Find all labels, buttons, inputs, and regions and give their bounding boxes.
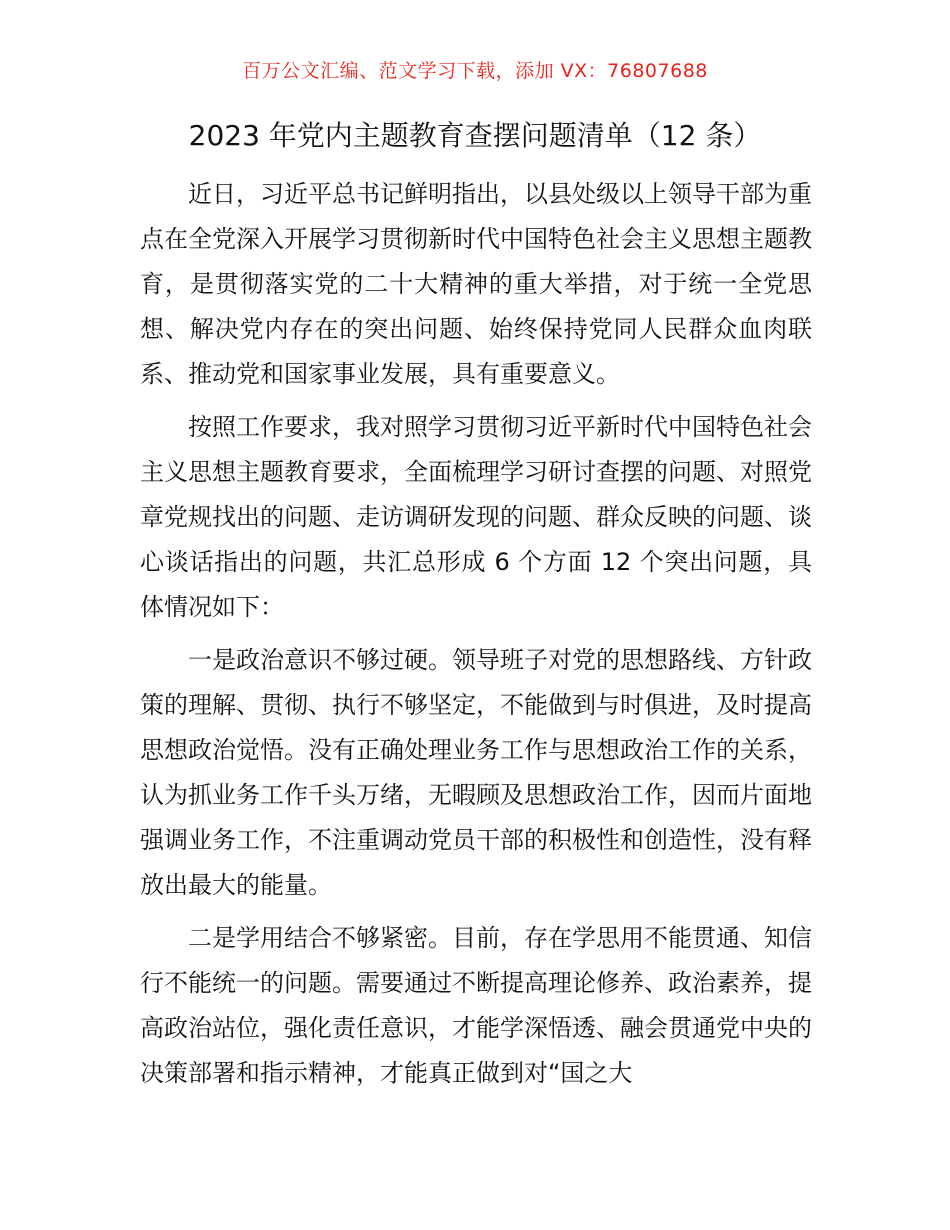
paragraph-intro: 近日，习近平总书记鲜明指出，以县处级以上领导干部为重点在全党深入开展学习贯彻新时代中国特色社会主义思想主题教育，是贯彻落实党的二十大精神的重大举措，对于统一全党思想、解决党内存在的突出问题、始终保持党同人民群众血肉联系、推动党和国家事业发展，具有重要意义。 (140, 180, 812, 388)
document-title: 2023 年党内主题教育查摆问题清单（12 条） (188, 119, 762, 152)
paragraph-requirements: 按照工作要求，我对照学习贯彻习近平新时代中国特色社会主义思想主题教育要求，全面梳理学习研讨查摆的问题、对照党章党规找出的问题、走访调研发现的问题、群众反映的问题、谈心谈话指出的问题，共汇总形成 6 个方面 12 个突出问题，具体情况如下： (140, 413, 812, 621)
header-watermark-note: 百万公文汇编、范文学习下载，添加 VX：76807688 (242, 60, 708, 82)
paragraph-issue-1: 一是政治意识不够过硬。领导班子对党的思想路线、方针政策的理解、贯彻、执行不够坚定，不能做到与时俱进，及时提高思想政治觉悟。没有正确处理业务工作与思想政治工作的关系，认为抓业务工作千头万绪，无暇顾及思想政治工作，因而片面地强调业务工作，不注重调动党员干部的积极性和创造性，没有释放出最大的能量。 (140, 646, 812, 899)
paragraph-issue-2: 二是学用结合不够紧密。目前，存在学思用不能贯通、知信行不能统一的问题。需要通过不断提高理论修养、政治素养，提高政治站位，强化责任意识，才能学深悟透、融会贯通党中央的决策部署和指示精神，才能真正做到对“国之大 (140, 924, 812, 1087)
document-body (140, 172, 812, 1104)
